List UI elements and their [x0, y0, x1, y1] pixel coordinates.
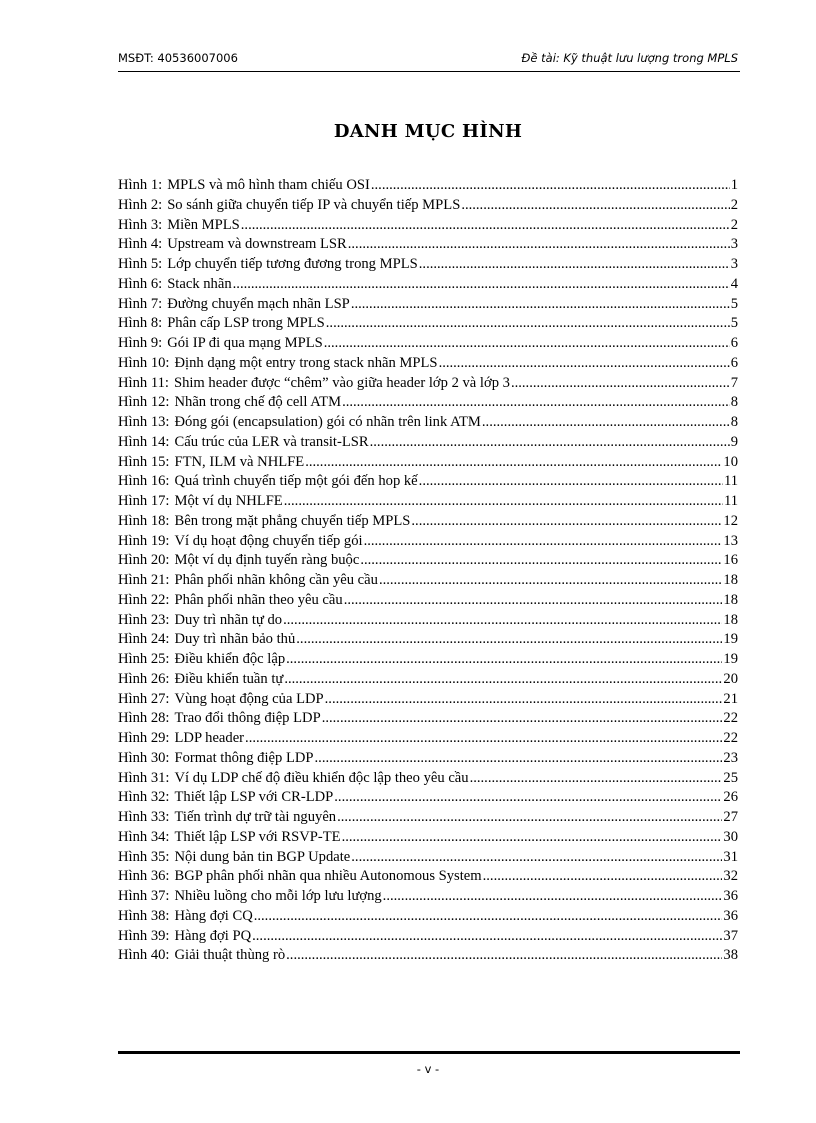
figure-entry[interactable]	[118, 867, 738, 887]
figure-entry-label: Hình 17:	[118, 493, 170, 509]
figure-entry[interactable]	[118, 354, 738, 374]
figure-entry-label: Hình 8:	[118, 315, 163, 332]
figure-entry-leader	[351, 848, 722, 868]
figure-entry-label: Hình 40:	[118, 947, 170, 964]
figure-entry[interactable]	[118, 393, 738, 413]
figure-entry[interactable]	[118, 611, 738, 631]
figure-entry-caption: Ví dụ hoạt động chuyển tiếp gói	[174, 532, 363, 549]
figure-entry-caption: Hàng đợi PQ	[174, 927, 252, 944]
figure-entry[interactable]	[118, 295, 738, 315]
figure-entry-leader	[284, 492, 723, 512]
figure-entry-label: Hình 1:	[118, 177, 163, 193]
figure-entry-caption: Nội dung bản tin BGP Update	[174, 848, 351, 865]
figure-entry-caption: Một ví dụ định tuyến ràng buộc	[174, 552, 360, 569]
figure-entry-caption: Nhiều luồng cho mỗi lớp lưu lượng	[174, 888, 382, 904]
figure-entry[interactable]	[118, 472, 738, 492]
figure-entry-caption: Bên trong mặt phẳng chuyển tiếp MPLS	[174, 512, 411, 529]
footer-divider	[118, 1051, 740, 1054]
figure-entry[interactable]	[118, 433, 738, 453]
figure-entry-label: Hình 7:	[118, 295, 163, 312]
figure-entry-leader	[461, 196, 729, 216]
figure-entry-label: Hình 34:	[118, 828, 170, 845]
figure-entry[interactable]	[118, 314, 738, 334]
figure-entry[interactable]	[118, 946, 738, 966]
figure-entry-leader	[419, 255, 730, 275]
figure-entry-leader	[315, 749, 723, 769]
figure-entry-label: Hình 30:	[118, 749, 170, 766]
figure-entry-page: 36	[723, 907, 738, 924]
figure-entry-label: Hình 2:	[118, 196, 163, 213]
figure-entry-leader	[283, 611, 722, 631]
figure-entry-leader	[233, 275, 730, 295]
figure-entry-page: 18	[723, 572, 738, 588]
figure-entry[interactable]	[118, 907, 738, 927]
figure-entry-leader	[284, 670, 722, 690]
figure-entry-page: 38	[723, 947, 738, 964]
figure-entry-caption: Điều khiển độc lập	[174, 651, 286, 667]
figure-entry-leader	[482, 413, 730, 433]
figure-entry-leader	[370, 433, 730, 453]
figure-entry-caption: So sánh giữa chuyển tiếp IP và chuyển tiếp MPLS	[167, 196, 461, 213]
figure-entry[interactable]	[118, 709, 738, 729]
figure-entry[interactable]	[118, 512, 738, 532]
figure-entry-page: 20	[723, 670, 738, 687]
figure-entry-page: 2	[730, 216, 738, 233]
figure-entry-label: Hình 38:	[118, 907, 170, 924]
figure-entry-page: 1	[730, 177, 738, 193]
figure-entry-label: Hình 31:	[118, 769, 170, 786]
figure-entry[interactable]	[118, 927, 738, 947]
figure-entry-label: Hình 16:	[118, 473, 170, 490]
figure-entry-page: 22	[723, 730, 738, 746]
figure-entry-label: Hình 24:	[118, 631, 170, 648]
figure-entry-leader	[351, 295, 730, 315]
figure-entry[interactable]	[118, 235, 738, 255]
figure-entry-leader	[286, 650, 722, 670]
figure-entry-page: 21	[723, 690, 738, 707]
figure-entry-caption: MPLS và mô hình tham chiếu OSI	[167, 177, 370, 193]
figure-entry[interactable]	[118, 828, 738, 848]
figure-entry-label: Hình 18:	[118, 512, 170, 529]
figure-entry-leader	[379, 571, 722, 591]
figure-entry-label: Hình 39:	[118, 927, 170, 944]
page-title: DANH MỤC HÌNH	[333, 121, 523, 142]
figure-entry-caption: Điều khiển tuần tự	[174, 670, 284, 687]
figure-entry[interactable]	[118, 848, 738, 868]
figure-entry-page: 8	[730, 414, 738, 430]
figure-entry-page: 36	[723, 888, 738, 904]
figure-entry-leader	[326, 314, 730, 334]
figure-entry-page: 16	[723, 552, 738, 569]
figure-entry-label: Hình 20:	[118, 552, 170, 569]
figure-entry-page: 10	[723, 453, 738, 470]
figure-entry[interactable]	[118, 591, 738, 611]
figure-entry[interactable]	[118, 413, 738, 433]
figure-entry-caption: Upstream và downstream LSR	[167, 236, 347, 253]
figure-entry-page: 13	[723, 532, 738, 549]
figure-entry[interactable]	[118, 374, 738, 394]
figure-entry[interactable]	[118, 551, 738, 571]
figure-entry-label: Hình 25:	[118, 651, 170, 667]
figure-entry[interactable]	[118, 255, 738, 275]
figure-entry[interactable]	[118, 749, 738, 769]
figure-entry-page: 11	[723, 493, 738, 509]
figure-entry-page: 2	[730, 196, 738, 213]
figure-entry-page: 7	[730, 374, 738, 391]
figure-entry-leader	[483, 867, 723, 887]
figure-entry[interactable]	[118, 729, 738, 749]
figure-entry-label: Hình 19:	[118, 532, 170, 549]
figure-entry[interactable]	[118, 788, 738, 808]
page-header	[118, 51, 738, 67]
figure-entry-caption: Gói IP đi qua mạng MPLS	[167, 335, 323, 351]
figure-entry-page: 23	[723, 749, 738, 766]
figure-entry-caption: Stack nhãn	[167, 275, 232, 292]
figure-entry-leader	[439, 354, 730, 374]
figure-entry-label: Hình 28:	[118, 710, 170, 727]
figure-entry-caption: Trao đổi thông điệp LDP	[174, 710, 321, 727]
figure-entry-page: 11	[723, 473, 738, 490]
figure-entry-page: 30	[723, 828, 738, 845]
figure-entry[interactable]	[118, 216, 738, 236]
figure-entry[interactable]	[118, 176, 738, 196]
figure-entry-label: Hình 9:	[118, 335, 163, 351]
figure-entry-leader	[344, 591, 723, 611]
figure-entry-label: Hình 37:	[118, 888, 170, 904]
figure-entry[interactable]	[118, 887, 738, 907]
figure-entry-label: Hình 12:	[118, 394, 170, 411]
figure-entry-page: 26	[723, 789, 738, 806]
figure-entry-label: Hình 21:	[118, 572, 170, 588]
figure-entry-caption: Thiết lập LSP với CR-LDP	[174, 789, 334, 806]
figure-entry-label: Hình 14:	[118, 433, 170, 450]
figure-entry-label: Hình 35:	[118, 848, 170, 865]
figure-entry-caption: Cấu trúc của LER và transit-LSR	[174, 433, 369, 450]
figure-entry-caption: Hàng đợi CQ	[174, 907, 253, 924]
figure-entry-leader	[245, 729, 722, 749]
figure-entry-caption: Quá trình chuyển tiếp một gói đến hop kế	[174, 473, 418, 490]
page-number: - v -	[416, 1062, 440, 1076]
header-student-id: MSĐT: 40536007006	[118, 51, 238, 65]
figure-entry-caption: LDP header	[174, 730, 245, 746]
figure-entry-page: 6	[730, 335, 738, 351]
figure-entry[interactable]	[118, 769, 738, 789]
header-topic: Đề tài: Kỹ thuật lưu lượng trong MPLS	[521, 51, 738, 65]
figure-entry-leader	[411, 512, 722, 532]
figure-entry-leader	[324, 334, 730, 354]
figure-entry[interactable]	[118, 196, 738, 216]
figure-entry[interactable]	[118, 690, 738, 710]
figure-entry[interactable]	[118, 808, 738, 828]
figure-entry-leader	[364, 532, 723, 552]
figure-entry-page: 5	[730, 315, 738, 332]
figure-entry-page: 18	[723, 611, 738, 628]
figure-entry-label: Hình 3:	[118, 216, 163, 233]
figure-entry-page: 32	[723, 868, 738, 885]
figure-entry-leader	[337, 808, 722, 828]
figure-entry-label: Hình 4:	[118, 236, 163, 253]
figure-entry-caption: Miền MPLS	[167, 216, 240, 233]
figure-entry[interactable]	[118, 630, 738, 650]
figure-entry-leader	[348, 235, 730, 255]
figure-entry[interactable]	[118, 532, 738, 552]
figure-entry-leader	[254, 907, 723, 927]
figure-entry-page: 4	[730, 275, 738, 292]
figure-list	[118, 176, 738, 966]
figure-entry-caption: Đóng gói (encapsulation) gói có nhãn trên link ATM	[174, 414, 481, 430]
figure-entry-label: Hình 36:	[118, 868, 170, 885]
figure-entry-page: 3	[730, 256, 738, 272]
figure-entry-page: 6	[730, 354, 738, 371]
figure-entry-caption: Nhãn trong chế độ cell ATM	[174, 394, 342, 411]
figure-entry-caption: Vùng hoạt động của LDP	[174, 690, 324, 707]
figure-entry-label: Hình 33:	[118, 809, 170, 825]
figure-entry-leader	[322, 709, 723, 729]
figure-entry-leader	[371, 176, 730, 196]
figure-entry-leader	[296, 630, 722, 650]
figure-entry-label: Hình 5:	[118, 256, 163, 272]
figure-entry[interactable]	[118, 650, 738, 670]
figure-entry-leader	[342, 393, 730, 413]
figure-entry-label: Hình 13:	[118, 414, 170, 430]
figure-entry-page: 25	[723, 769, 738, 786]
figure-entry-leader	[360, 551, 722, 571]
figure-entry-caption: BGP phân phối nhãn qua nhiều Autonomous System	[174, 868, 482, 885]
figure-entry-label: Hình 23:	[118, 611, 170, 628]
figure-entry-label: Hình 27:	[118, 690, 170, 707]
figure-entry-page: 37	[723, 927, 738, 944]
figure-entry-page: 3	[730, 236, 738, 253]
figure-entry[interactable]	[118, 492, 738, 512]
figure-entry-caption: Shim header được “chêm” vào giữa header lớp 2 và lớp 3	[173, 374, 510, 391]
figure-entry-leader	[252, 927, 722, 947]
figure-entry-label: Hình 15:	[118, 453, 170, 470]
figure-entry-leader	[334, 788, 722, 808]
figure-entry-page: 22	[723, 710, 738, 727]
figure-entry-page: 8	[730, 394, 738, 411]
figure-entry-caption: Format thông điệp LDP	[174, 749, 314, 766]
figure-entry-label: Hình 11:	[118, 374, 169, 391]
figure-entry-label: Hình 26:	[118, 670, 170, 687]
figure-entry-caption: Duy trì nhãn tự do	[174, 611, 283, 628]
figure-entry[interactable]	[118, 334, 738, 354]
figure-entry-label: Hình 10:	[118, 354, 170, 371]
figure-entry[interactable]	[118, 571, 738, 591]
figure-entry[interactable]	[118, 275, 738, 295]
figure-entry-page: 18	[723, 591, 738, 608]
figure-entry-caption: FTN, ILM và NHLFE	[174, 453, 305, 470]
header-divider	[118, 71, 740, 72]
figure-entry-caption: Phân cấp LSP trong MPLS	[167, 315, 325, 332]
figure-entry-label: Hình 32:	[118, 789, 170, 806]
figure-entry-label: Hình 29:	[118, 730, 170, 746]
figure-entry-caption: Một ví dụ NHLFE	[174, 493, 283, 509]
figure-entry[interactable]	[118, 670, 738, 690]
figure-entry[interactable]	[118, 453, 738, 473]
figure-entry-leader	[241, 216, 730, 236]
figure-entry-caption: Phân phối nhãn không cần yêu cầu	[174, 572, 378, 588]
figure-entry-caption: Giải thuật thùng rò	[174, 947, 286, 964]
figure-entry-caption: Lớp chuyển tiếp tương đương trong MPLS	[167, 256, 418, 272]
figure-entry-caption: Định dạng một entry trong stack nhãn MPLS	[174, 354, 438, 371]
figure-entry-page: 19	[723, 631, 738, 648]
figure-entry-leader	[325, 690, 723, 710]
figure-entry-page: 9	[730, 433, 738, 450]
figure-entry-caption: Thiết lập LSP với RSVP-TE	[174, 828, 341, 845]
figure-entry-label: Hình 22:	[118, 591, 170, 608]
figure-entry-label: Hình 6:	[118, 275, 163, 292]
figure-entry-leader	[511, 374, 730, 394]
figure-entry-leader	[383, 887, 723, 907]
figure-entry-caption: Duy trì nhãn bảo thủ	[174, 631, 296, 648]
figure-entry-leader	[305, 453, 722, 473]
figure-entry-page: 31	[723, 848, 738, 865]
figure-entry-caption: Phân phối nhãn theo yêu cầu	[174, 591, 343, 608]
figure-entry-leader	[342, 828, 723, 848]
figure-entry-page: 5	[730, 295, 738, 312]
figure-entry-leader	[286, 946, 722, 966]
figure-entry-caption: Ví dụ LDP chế độ điều khiển độc lập theo yêu cầu	[174, 769, 469, 786]
figure-entry-page: 19	[723, 651, 738, 667]
figure-entry-page: 27	[723, 809, 738, 825]
figure-entry-caption: Tiến trình dự trữ tài nguyên	[174, 809, 337, 825]
figure-entry-leader	[470, 769, 723, 789]
figure-entry-leader	[419, 472, 723, 492]
figure-entry-caption: Đường chuyển mạch nhãn LSP	[167, 295, 350, 312]
figure-entry-page: 12	[723, 512, 738, 529]
